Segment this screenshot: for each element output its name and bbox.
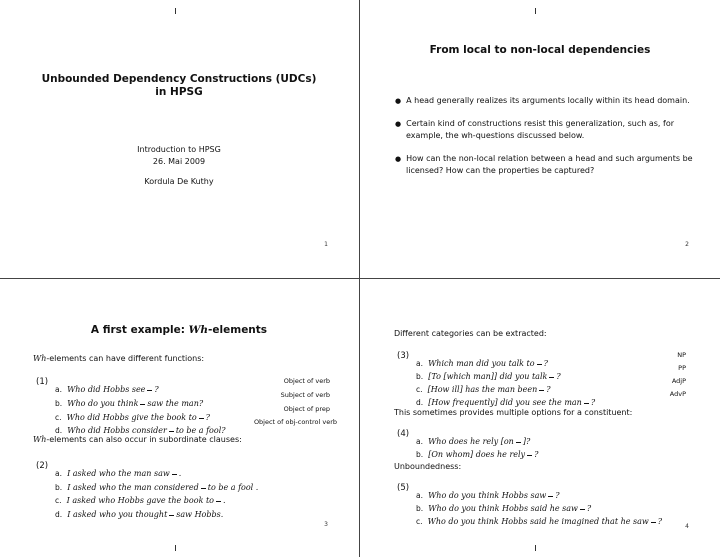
slide-3-title: A first example: Wh-elements bbox=[90, 324, 268, 336]
page-number: 2 bbox=[685, 241, 689, 248]
bullet-icon: ● bbox=[395, 155, 402, 163]
category-label: AdjP bbox=[671, 377, 686, 385]
example-row: d. [How frequently] did you see the man ? AdvP bbox=[416, 390, 686, 407]
bullet-item: ● A head generally realizes its arguments locally within its head domain. bbox=[395, 96, 690, 105]
example-row: c. [How ill] has the man been ? AdjP bbox=[416, 377, 686, 394]
example-row: b. [On whom] does he rely ? bbox=[416, 450, 539, 459]
example-row: a. Who did Hobbs see ? Object of verb bbox=[55, 377, 330, 394]
category-label: NP bbox=[677, 351, 686, 359]
bullet-icon: ● bbox=[395, 97, 402, 105]
example-number: (2) bbox=[36, 461, 49, 471]
example-number: (5) bbox=[397, 483, 410, 493]
course-name: Introduction to HPSG bbox=[137, 145, 221, 154]
example-row: a. Who does he rely [on ]? bbox=[416, 437, 531, 446]
example-row: b. I asked who the man considered to be a fool . bbox=[55, 483, 259, 492]
slide-1 bbox=[0, 0, 358, 277]
example-row: c. I asked who Hobbs gave the book to . bbox=[55, 496, 226, 505]
category-label: PP bbox=[678, 364, 686, 372]
bullet-item: ● Certain kind of constructions resist this generalization, such as, for bbox=[395, 119, 675, 128]
example-row: b. Who do you think Hobbs said he saw ? bbox=[416, 504, 592, 513]
example-row: b. Who do you think saw the man? Subject of verb bbox=[55, 391, 330, 408]
example-row: c. Who did Hobbs give the book to ? Object of prep bbox=[55, 405, 330, 422]
unboundedness-heading: Unboundedness: bbox=[394, 462, 462, 471]
bullet-icon: ● bbox=[395, 120, 402, 128]
example-number: (3) bbox=[397, 351, 410, 361]
example-row: a. Who do you think Hobbs saw ? bbox=[416, 491, 560, 500]
page-number: 3 bbox=[324, 521, 328, 528]
slide-3 bbox=[0, 280, 358, 557]
subordinate-intro: Wh-elements can also occur in subordinate clauses: bbox=[33, 435, 242, 444]
gap-mark bbox=[527, 455, 532, 457]
bullet-continuation: example, the wh-questions discussed below. bbox=[406, 131, 585, 140]
slide-2 bbox=[361, 0, 719, 277]
author: Kordula De Kuthy bbox=[144, 177, 214, 186]
date: 26. Mai 2009 bbox=[152, 157, 206, 166]
function-note: Object of obj-control verb bbox=[253, 418, 337, 426]
example-row: d. Who did Hobbs consider to be a fool? Object of obj-control verb bbox=[55, 418, 337, 435]
slide-2-title: From local to non-local dependencies bbox=[429, 44, 651, 56]
gap-mark bbox=[584, 403, 589, 405]
category-label: AdvP bbox=[669, 390, 686, 398]
example-row: b. [To [which man]] did you talk ? PP bbox=[416, 364, 686, 381]
function-note: Object of prep bbox=[283, 405, 330, 413]
page-number: 4 bbox=[685, 523, 689, 530]
gap-mark bbox=[169, 431, 174, 433]
categories-intro: Different categories can be extracted: bbox=[394, 329, 547, 338]
example-row: c. Who do you think Hobbs said he imagined that he saw ? bbox=[416, 517, 663, 526]
example-row: a. I asked who the man saw . bbox=[55, 469, 182, 478]
page-number: 1 bbox=[324, 241, 328, 248]
gap-mark bbox=[169, 515, 174, 517]
example-row: d. I asked who you thought saw Hobbs. bbox=[55, 510, 224, 519]
bullet-item: ● How can the non-local relation between a head and such arguments be bbox=[395, 154, 693, 163]
multiple-options-intro: This sometimes provides multiple options for a constituent: bbox=[394, 408, 633, 417]
horizontal-divider bbox=[0, 278, 720, 279]
bullet-continuation: licensed? How can the properties be captured? bbox=[406, 166, 595, 175]
functions-intro: Wh-elements can have different functions: bbox=[33, 354, 205, 363]
function-note: Object of verb bbox=[283, 377, 330, 385]
slide-1-title-line1: Unbounded Dependency Constructions (UDCs) bbox=[41, 73, 317, 85]
function-note: Subject of verb bbox=[280, 391, 330, 399]
slide-1-title-line2: in HPSG bbox=[155, 86, 203, 98]
gap-mark bbox=[651, 522, 656, 524]
example-row: a. Which man did you talk to ? NP bbox=[416, 351, 686, 368]
slide-4 bbox=[361, 280, 719, 557]
example-number: (4) bbox=[397, 429, 410, 439]
example-number: (1) bbox=[36, 377, 49, 387]
